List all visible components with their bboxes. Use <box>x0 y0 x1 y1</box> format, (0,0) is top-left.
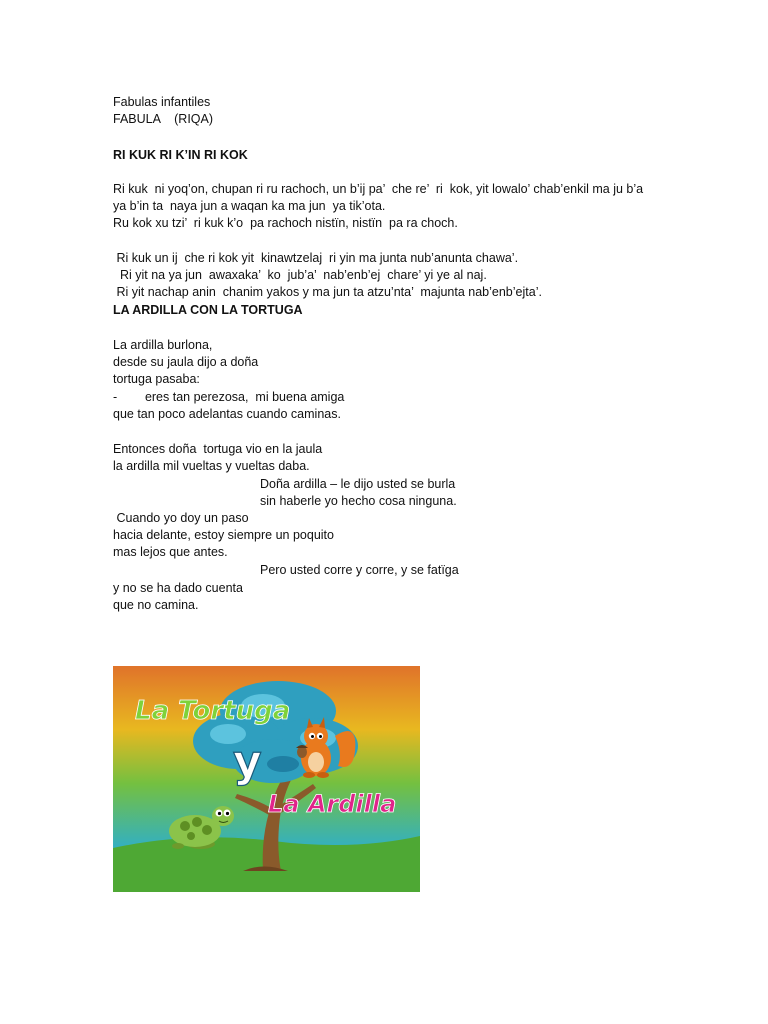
kiche-paragraph-1-line: ya b’in ta naya jun a waqan ka ma jun ya tik’ota. <box>113 199 386 213</box>
kiche-paragraph-2-line: Ri kuk un ij che ri kok yit kinawtzelaj ri yin ma junta nub’anunta chawa’. <box>113 251 519 265</box>
illustration-title-word-3: La Ardilla <box>268 790 397 818</box>
stanza-4-line: que no camina. <box>113 598 199 612</box>
stanza-3-line: mas lejos que antes. <box>113 545 228 559</box>
stanza-1-line: La ardilla burlona, <box>113 338 213 352</box>
kiche-paragraph-2-line: Ri yit na ya jun awaxaka’ ko jub’a’ nab’enb’ej chare’ yi ye al naj. <box>113 268 487 282</box>
stanza-3-indented-line: Pero usted corre y corre, y se fatïga <box>260 563 459 577</box>
fable-illustration <box>113 666 420 892</box>
stanza-1-line: tortuga pasaba: <box>113 372 200 386</box>
stanza-1-line: que tan poco adelantas cuando caminas. <box>113 407 341 421</box>
kiche-paragraph-2-line: Ri yit nachap anin chanim yakos y ma jun ta atzu’nta’ majunta nab’enb’ejta’. <box>113 285 542 299</box>
document-title: Fabulas infantiles <box>113 95 211 109</box>
stanza-1-line: desde su jaula dijo a doña <box>113 355 259 369</box>
stanza-2-indented-line: sin haberle yo hecho cosa ninguna. <box>260 494 457 508</box>
spanish-fable-title: LA ARDILLA CON LA TORTUGA <box>113 303 303 317</box>
kiche-paragraph-1-line: Ru kok xu tzi’ ri kuk k’o pa rachoch nistïn, nistïn pa ra choch. <box>113 216 458 230</box>
kiche-paragraph-1-line: Ri kuk ni yoq’on, chupan ri ru rachoch, un b’ij pa’ che re’ ri kok, yit lowalo’ chab’enkil ma ju b’a <box>113 182 644 196</box>
stanza-2-line: la ardilla mil vueltas y vueltas daba. <box>113 459 310 473</box>
kiche-fable-title: RI KUK RI K’IN RI KOK <box>113 148 248 162</box>
stanza-2-indented-line: Doña ardilla – le dijo usted se burla <box>260 477 456 491</box>
stanza-2-line: Entonces doña tortuga vio en la jaula <box>113 442 323 456</box>
stanza-3-line: Cuando yo doy un paso <box>113 511 249 525</box>
stanza-3-line: hacia delante, estoy siempre un poquito <box>113 528 334 542</box>
illustration-title-word-2: y <box>233 736 262 787</box>
stanza-1-line: - eres tan perezosa, mi buena amiga <box>113 390 345 404</box>
stanza-4-line: y no se ha dado cuenta <box>113 581 243 595</box>
document-subtitle: FABULA (RIQA) <box>113 112 214 126</box>
illustration-title-word-1: La Tortuga <box>135 696 291 726</box>
